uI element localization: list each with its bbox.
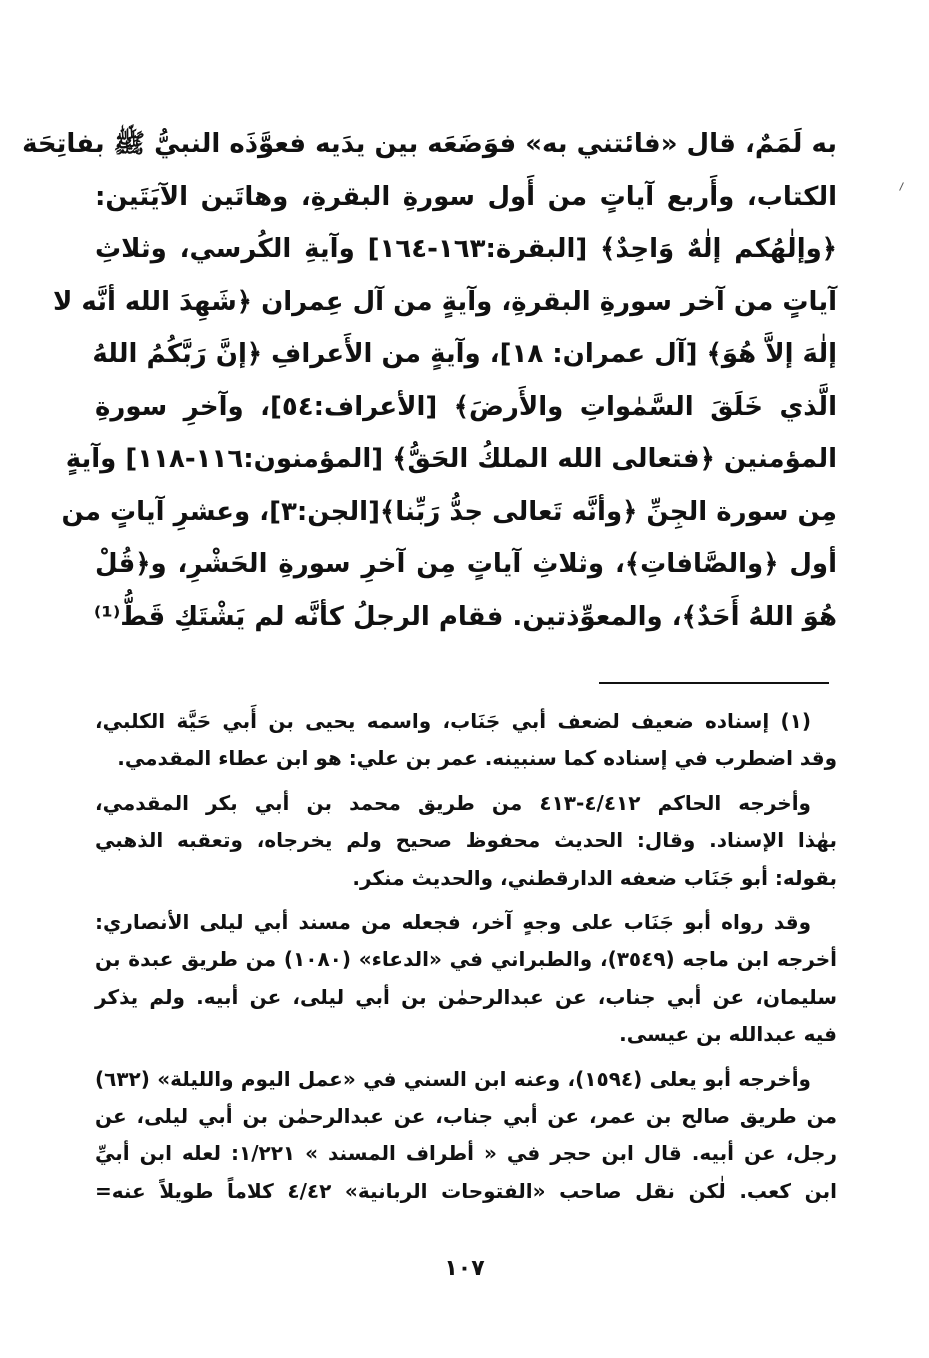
footnote-line: ابن كعب. لٰكن نقل صاحب «الفتوحات الربانية» ٤/٤٢ كلاماً طويلاً عنه=	[95, 1178, 838, 1203]
footnote-line: سليمان، عن أبي جناب، عن عبدالرحمٰن بن أبي ليلى، عن أبيه. ولم يذكر	[95, 984, 837, 1009]
footnote-line: من طريق صالح بن عمر، عن أبي جناب، عن عبدالرحمٰن بن أبي ليلى، عن	[95, 1103, 837, 1128]
margin-mark	[899, 182, 904, 191]
main-text-line: الَّذي خَلَقَ السَّمٰواتِ والأَرضَ﴾ [الأعراف:٥٤]، وآخرِ سورةِ	[95, 391, 837, 422]
footnote-line: أخرجه ابن ماجه (٣٥٤٩)، والطبراني في «الدعاء» (١٠٨٠) من طريق عبدة بن	[95, 947, 837, 972]
footnote-line: وقد اضطرب في إسناده كما سنبينه. عمر بن علي: هو ابن عطاء المقدمي.	[117, 746, 837, 771]
page-number: ١٠٧	[444, 1256, 485, 1281]
footnote-line: بقوله: أبو جَنَاب ضعفه الدارقطني، والحديث منكر.	[352, 865, 837, 890]
main-text-line: أول ﴿والصَّافاتِ﴾، وثلاثِ آياتٍ مِن آخرِ سورةِ الحَشْرِ، و﴿قُلْ	[95, 549, 837, 579]
footnote-line: (١) إسناده ضعيف لضعف أبي جَنَاب، واسمه يحيى بن أَبي حَيَّة الكلبي،	[95, 709, 811, 733]
footnote-line: وأخرجه الحاكم ٤/٤١٢-٤١٣ من طريق محمد بن أبي بكر المقدمي،	[95, 790, 811, 815]
footnote-separator	[599, 682, 829, 684]
main-text-line: إلٰهَ إلاَّ هُوَ﴾ [آل عمران: ١٨]، وآيةٍ من الأَعرافِ ﴿إنَّ رَبَّكُمُ اللهُ	[92, 339, 837, 369]
footnote-paragraph	[95, 785, 837, 897]
main-text-line: به لَمَمٌ، قال «فائتني به» فوَضَعَه بين يدَيه فعوَّذَه النبيُّ ﷺ بفاتِحَة	[22, 129, 837, 159]
footnote-paragraph	[95, 703, 837, 778]
main-text-line: مِن سورة الجِنِّ ﴿وأنَّه تَعالى جدُّ رَبِّنا﴾[الجن:٣]، وعشرِ آياتٍ من	[61, 496, 837, 527]
footnote-line: فيه عبدالله بن عيسى.	[619, 1022, 837, 1047]
footnote-paragraph	[95, 1061, 837, 1211]
main-text-line: الكتاب، وأَربع آياتٍ من أَول سورةِ البقرةِ، وهاتَين الآيَتَين:	[95, 181, 837, 212]
main-text-line: آياتٍ من آخر سورةِ البقرةِ، وآيةٍ من آل عِمران ﴿شَهِدَ الله أنَّه لا	[53, 286, 837, 317]
main-text	[22, 118, 837, 643]
main-text-line: المؤمنين ﴿فتعالى الله الملكُ الحَقُّ﴾ [المؤمنون:١١٦-١١٨] وآيةٍ	[65, 444, 837, 474]
footnote-line: وأخرجه أبو يعلى (١٥٩٤)، وعنه ابن السني في «عمل اليوم والليلة» (٦٣٢)	[95, 1066, 811, 1091]
footnotes	[95, 703, 837, 1217]
main-text-line: هُوَ اللهُ أَحَدٌ﴾، والمعوِّذتين. فقام الرجلُ كأنَّه لم يَشْتَكِ قَطُّ⁽¹⁾	[93, 601, 837, 632]
footnote-line: وقد رواه أبو جَنَاب على وجهٍ آخر، فجعله من مسند أبي ليلى الأنصاري:	[95, 909, 811, 934]
footnote-paragraph	[95, 904, 837, 1054]
footnote-line: رجل، عن أبيه. قال ابن حجر في « أطراف المسند » ١/٢٢١: لعله ابن أبيِّ	[95, 1141, 837, 1166]
main-text-line: ﴿وإلٰهُكم إلٰهٌ وَاحِدٌ﴾ [البقرة:١٦٣-١٦٤] وآيةِ الكُرسي، وثلاثِ	[95, 234, 837, 264]
footnote-line: بهٰذا الإسناد. وقال: الحديث محفوظ صحيح ولم يخرجاه، وتعقبه الذهبي	[95, 828, 837, 853]
